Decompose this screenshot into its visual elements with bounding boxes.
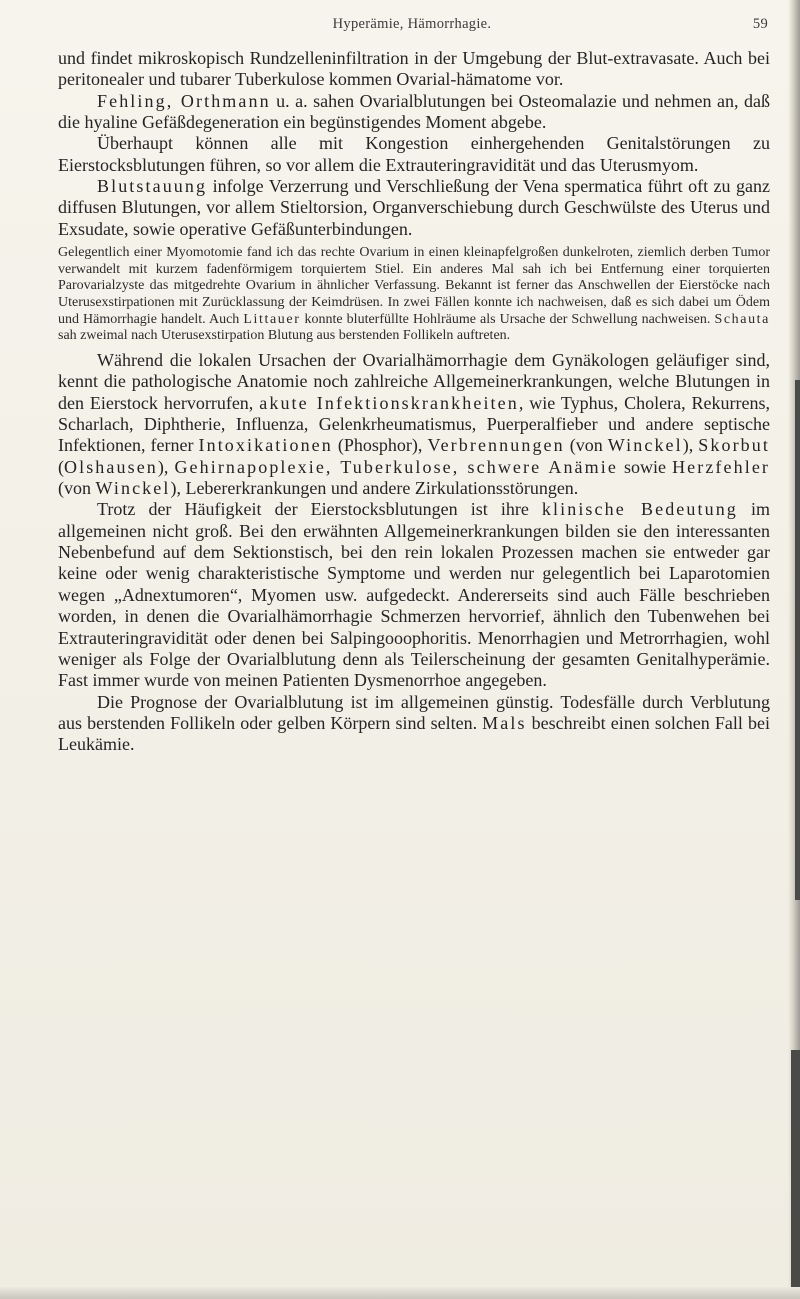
page-edge-shadow — [788, 0, 800, 1299]
running-head-title: Hyperämie, Hämorrhagie. — [332, 16, 492, 32]
paragraph-5-text-3: (Phosphor), — [332, 435, 428, 456]
paragraph-4-text: infolge Verzerrung und Verschließung der Vena spermatica führt oft zu ganz diffusen Blutungen, vor allem Stieltorsion, Organverschiebung durch Geschwülste des Uterus und Exsudate, sowie operative Gefäßunterbindungen. — [58, 176, 770, 239]
note-text-3: sah zweimal nach Uterusexstirpation Blutung aus berstenden Follikeln auftreten. — [58, 328, 511, 344]
paragraph-3 — [58, 133, 770, 176]
paragraph-5-text-5: ), — [682, 435, 699, 456]
paragraph-2 — [58, 91, 770, 134]
term-herzfehler: Herzfehler — [672, 456, 771, 477]
paragraph-5-text-1: Während die lokalen Ursachen der Ovarialhämorrhagie dem Gynäkologen geläufiger sind, kennt die pathologische Anatomie noch zahlreiche Allgemeinerkrankungen, welche Blutungen in den Eierstock hervorrufen, — [58, 350, 770, 413]
paragraph-7-text-1: Die Prognose der Ovarialblutung ist im allgemeinen günstig. Todesfälle durch Verblutung aus berstenden Follikeln oder gelben Körpern sind selten. — [58, 691, 770, 733]
term-gehirnapoplexie-list: Gehirnapoplexie, Tuberkulose, schwere Anämie — [174, 456, 618, 477]
term-blutstauung: Blutstauung — [97, 176, 208, 197]
author-littauer: Littauer — [243, 311, 301, 327]
paragraph-5-text-7: ), — [157, 456, 175, 477]
term-skorbut: Skorbut — [698, 435, 770, 456]
running-head — [56, 16, 768, 38]
page-number: 59 — [752, 16, 768, 32]
page-edge-dark-band-lower — [791, 1050, 800, 1299]
paragraph-5-text-8: sowie — [617, 456, 673, 477]
author-winckel: Winckel — [607, 435, 683, 456]
paragraph-5-text-4: (von — [564, 435, 608, 456]
paragraph-1-text: und findet mikroskopisch Rundzelleninfiltration in der Umgebung der Blut-extravasate. Auch bei peritonealer und tubarer Tuberkulose kommen Ovarial-hämatome vor. — [58, 48, 770, 90]
paragraph-6-text-1: Trotz der Häufigkeit der Eierstocksblutungen ist ihre — [97, 499, 542, 520]
paragraph-1 — [58, 48, 770, 91]
paragraph-5-text-6: ( — [58, 456, 64, 477]
author-names: Fehling, Orthmann — [97, 90, 271, 111]
author-schauta: Schauta — [714, 311, 770, 327]
note-text-1: Gelegentlich einer Myomotomie fand ich das rechte Ovarium in einen kleinapfelgroßen dunkelroten, ziemlich derben Tumor verwandelt mit kurzem fadenförmigem torquiertem Stiel. Ein anderes Mal sah ich bei Entfernung einer torquierten Parovarialzyste das mitgedrehte Ovarium in ähnlicher Verfassung. Bekannt ist ferner das Anschwellen der Eierstöcke nach Uterusexstirpationen mit Zurücklassung der Keimdrüsen. In zwei Fällen konnte ich nachweisen, daß es sich dabei um Ödem und Hämorrhagie handelt. Auch — [58, 245, 770, 327]
paragraph-2-text: u. a. sahen Ovarialblutungen bei Osteomalazie und nehmen an, daß die hyaline Gefäßdegeneration ein begünstigendes Moment abgebe. — [58, 90, 770, 133]
paragraph-5-text-9: (von — [58, 478, 96, 499]
term-klinische-bedeutung: klinische Bedeutung — [541, 499, 738, 520]
page-bottom-edge — [0, 1287, 800, 1299]
page-edge-dark-band — [795, 380, 800, 900]
paragraph-7 — [58, 692, 770, 756]
paragraph-5 — [58, 350, 770, 499]
note-text-2: konnte bluterfüllte Hohlräume als Ursache der Schwellung nachweisen. — [300, 311, 715, 327]
text-body — [58, 48, 770, 756]
term-verbrennungen: Verbrennungen — [427, 435, 565, 456]
paragraph-6 — [58, 499, 770, 691]
paragraph-5-text-10: ), Lebererkrankungen und andere Zirkulationsstörungen. — [170, 478, 579, 499]
paragraph-3-text: Überhaupt können alle mit Kongestion einhergehenden Genitalstörungen zu Eierstocksblutungen führen, so vor allem die Extrauteringravidität und das Uterusmyom. — [58, 133, 770, 175]
term-intoxikationen: Intoxikationen — [198, 435, 333, 456]
small-print-note — [58, 245, 770, 345]
author-winckel-2: Winckel — [95, 478, 171, 499]
paragraph-4 — [58, 176, 770, 240]
term-akute-infektionskrankheiten: akute Infektionskrankheiten — [259, 392, 519, 413]
paragraph-6-text-2: im allgemeinen nicht groß. Bei den erwähnten Allgemeinerkrankungen bilden sie den interessanten Nebenbefund auf dem Sektionstisch, bei den rein lokalen Prozessen machen sie entweder gar keine oder wenig charakteristische Symptome und werden nur gelegentlich bei Laparotomien wegen „Adnextumoren“, Myomen usw. aufgedeckt. Andererseits sind auch Fälle beschrieben worden, in denen die Ovarialhämorrhagie Schmerzen hervorrief, ähnlich den Tubenwehen bei Extrauteringravidität oder denen bei Salpingooophoritis. Menorrhagien und Metrorrhagien, wohl weniger als Folge der Ovarialblutung denn als Teilerscheinung der gesamten Genitalhyperämie. Fast immer wurde von meinen Patienten Dysmenorrhoe angegeben. — [58, 499, 770, 691]
author-olshausen: Olshausen — [64, 456, 158, 477]
author-mals: Mals — [482, 712, 527, 733]
paragraph-5-text-2: , wie Typhus, Cholera, Rekurrens, Scharlach, Diphtherie, Influenza, Gelenkrheumatismus, Puerperalfieber und andere septische Infektionen, ferner — [58, 392, 770, 456]
paragraph-7-text-2: beschreibt einen solchen Fall bei Leukämie. — [58, 712, 770, 755]
